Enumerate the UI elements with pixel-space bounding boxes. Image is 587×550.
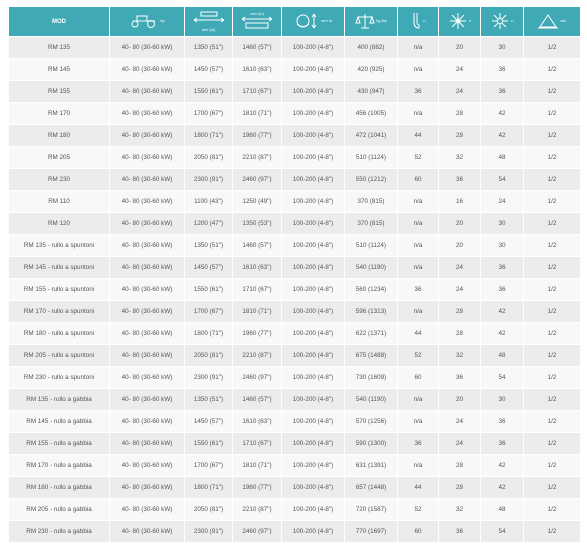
cell-total-length: 1710 (67") [233, 81, 281, 102]
cell-weight: 675 (1488) [345, 345, 397, 366]
cell-working-depth: 100-200 (4-8") [282, 235, 344, 256]
cell-power: 40- 80 (30-60 kW) [110, 521, 184, 542]
cell-working-depth: 100-200 (4-8") [282, 301, 344, 322]
cell-total-length: 1960 (77") [233, 477, 281, 498]
cell-total-length: 1960 (77") [233, 323, 281, 344]
table-row [9, 169, 580, 190]
cell-spikes: 36 [398, 81, 438, 102]
cell-hitch-category: 1/2 [524, 345, 580, 366]
cell-working-width: 1700 (67") [185, 301, 232, 322]
cell-model: RM 230 - rullo a gabbia [9, 521, 109, 542]
cell-weight: 770 (1697) [345, 521, 397, 542]
cell-hitch-category: 1/2 [524, 323, 580, 344]
cell-working-depth: 100-200 (4-8") [282, 279, 344, 300]
hitch-icon [537, 13, 559, 29]
scale-icon [355, 13, 375, 29]
cell-total-blades: 42 [481, 455, 523, 476]
cell-rotor-blades: 20 [439, 235, 480, 256]
cell-hitch-category: 1/2 [524, 279, 580, 300]
cell-total-blades: 48 [481, 345, 523, 366]
cell-spikes: n/a [398, 235, 438, 256]
spec-table-container [8, 6, 579, 543]
header-working-width-unit: mm (in) [201, 27, 216, 32]
cell-power: 40- 80 (30-60 kW) [110, 37, 184, 58]
cell-total-blades: 42 [481, 323, 523, 344]
cell-spikes: 36 [398, 279, 438, 300]
cell-rotor-blades: 24 [439, 433, 480, 454]
table-row [9, 323, 580, 344]
cell-model: RM 180 [9, 125, 109, 146]
cell-model: RM 170 [9, 103, 109, 124]
cell-working-width: 2300 (91") [185, 169, 232, 190]
cell-working-depth: 100-200 (4-8") [282, 37, 344, 58]
table-row [9, 301, 580, 322]
cell-total-blades: 36 [481, 257, 523, 278]
cell-weight: 370 (815) [345, 213, 397, 234]
table-row [9, 499, 580, 520]
cell-rotor-blades: 16 [439, 191, 480, 212]
table-row [9, 213, 580, 234]
cell-working-width: 1800 (71") [185, 477, 232, 498]
cell-total-length: 1610 (63") [233, 257, 281, 278]
cell-spikes: 52 [398, 345, 438, 366]
cell-model: RM 205 - rullo a spuntoni [9, 345, 109, 366]
cell-working-width: 2050 (81") [185, 345, 232, 366]
cell-hitch-category: 1/2 [524, 411, 580, 432]
depth-icon [294, 12, 320, 30]
cell-working-width: 1100 (43") [185, 191, 232, 212]
cell-working-width: 1350 (51") [185, 389, 232, 410]
cell-model: RM 155 - rullo a spuntoni [9, 279, 109, 300]
header-power-unit: hp [160, 18, 165, 23]
cell-hitch-category: 1/2 [524, 521, 580, 542]
cell-weight: 570 (1256) [345, 411, 397, 432]
cell-working-depth: 100-200 (4-8") [282, 367, 344, 388]
cell-total-blades: 36 [481, 433, 523, 454]
header-model [9, 7, 109, 36]
cell-rotor-blades: 36 [439, 169, 480, 190]
cell-power: 40- 80 (30-60 kW) [110, 279, 184, 300]
header-working-width [185, 7, 232, 36]
table-row [9, 477, 580, 498]
cell-power: 40- 80 (30-60 kW) [110, 323, 184, 344]
cell-spikes: n/a [398, 411, 438, 432]
table-row [9, 147, 580, 168]
header-rotor-blades-unit: n [468, 18, 472, 23]
cell-working-depth: 100-200 (4-8") [282, 521, 344, 542]
cell-model: RM 135 - rullo a spuntoni [9, 235, 109, 256]
cell-weight: 456 (1005) [345, 103, 397, 124]
cell-weight: 730 (1609) [345, 367, 397, 388]
cell-working-depth: 100-200 (4-8") [282, 81, 344, 102]
cell-hitch-category: 1/2 [524, 235, 580, 256]
cell-total-length: 1460 (57") [233, 389, 281, 410]
cell-spikes: 44 [398, 125, 438, 146]
cell-spikes: n/a [398, 257, 438, 278]
cell-rotor-blades: 24 [439, 257, 480, 278]
cell-total-blades: 48 [481, 499, 523, 520]
cell-hitch-category: 1/2 [524, 257, 580, 278]
table-row [9, 103, 580, 124]
cell-working-width: 1550 (61") [185, 81, 232, 102]
cell-spikes: 52 [398, 499, 438, 520]
cell-total-blades: 30 [481, 389, 523, 410]
cell-spikes: 60 [398, 169, 438, 190]
spec-table [8, 6, 581, 543]
header-weight-unit: kg lbs [376, 18, 387, 23]
cell-total-blades: 54 [481, 169, 523, 190]
cell-spikes: 36 [398, 433, 438, 454]
cell-rotor-blades: 28 [439, 455, 480, 476]
cell-spikes: n/a [398, 455, 438, 476]
cell-power: 40- 80 (30-60 kW) [110, 147, 184, 168]
cell-working-depth: 100-200 (4-8") [282, 389, 344, 410]
table-row [9, 345, 580, 366]
cell-working-width: 1800 (71") [185, 125, 232, 146]
cell-power: 40- 80 (30-60 kW) [110, 389, 184, 410]
cell-rotor-blades: 32 [439, 499, 480, 520]
cell-hitch-category: 1/2 [524, 103, 580, 124]
cell-total-blades: 48 [481, 147, 523, 168]
cell-weight: 540 (1190) [345, 257, 397, 278]
cell-hitch-category: 1/2 [524, 59, 580, 80]
cell-total-length: 1460 (57") [233, 37, 281, 58]
cell-power: 40- 80 (30-60 kW) [110, 235, 184, 256]
cell-working-depth: 100-200 (4-8") [282, 125, 344, 146]
cell-total-length: 1810 (71") [233, 103, 281, 124]
cell-model: RM 155 [9, 81, 109, 102]
cell-power: 40- 80 (30-60 kW) [110, 81, 184, 102]
header-spikes-unit: n [423, 18, 426, 23]
cell-rotor-blades: 36 [439, 367, 480, 388]
cell-weight: 510 (1124) [345, 147, 397, 168]
cell-total-blades: 54 [481, 367, 523, 388]
cell-weight: 400 (882) [345, 37, 397, 58]
cell-working-width: 2300 (91") [185, 521, 232, 542]
cell-rotor-blades: 28 [439, 477, 480, 498]
cell-working-width: 1700 (67") [185, 455, 232, 476]
cell-working-depth: 100-200 (4-8") [282, 191, 344, 212]
header-spikes [398, 7, 438, 36]
cell-working-width: 1350 (51") [185, 235, 232, 256]
cell-rotor-blades: 28 [439, 323, 480, 344]
table-row [9, 389, 580, 410]
cell-working-width: 1450 (57") [185, 411, 232, 432]
cell-model: RM 180 - rullo a spuntoni [9, 323, 109, 344]
cell-weight: 370 (815) [345, 191, 397, 212]
cell-power: 40- 80 (30-60 kW) [110, 301, 184, 322]
cell-hitch-category: 1/2 [524, 389, 580, 410]
hoe-blade-icon [410, 12, 422, 30]
cell-model: RM 230 [9, 169, 109, 190]
table-row [9, 125, 580, 146]
cell-weight: 622 (1371) [345, 323, 397, 344]
cell-rotor-blades: 24 [439, 411, 480, 432]
cell-spikes: 52 [398, 147, 438, 168]
table-row [9, 455, 580, 476]
cell-hitch-category: 1/2 [524, 191, 580, 212]
cell-spikes: n/a [398, 37, 438, 58]
cell-spikes: n/a [398, 103, 438, 124]
cell-total-length: 2210 (87") [233, 345, 281, 366]
cell-rotor-blades: 36 [439, 521, 480, 542]
cell-working-width: 1550 (61") [185, 433, 232, 454]
cell-power: 40- 80 (30-60 kW) [110, 411, 184, 432]
cell-working-depth: 100-200 (4-8") [282, 477, 344, 498]
header-total-blades [481, 7, 523, 36]
cell-total-length: 1250 (49") [233, 191, 281, 212]
cell-power: 40- 80 (30-60 kW) [110, 125, 184, 146]
cell-total-blades: 36 [481, 411, 523, 432]
header-hitch-category [524, 7, 580, 36]
cell-hitch-category: 1/2 [524, 433, 580, 454]
cell-total-length: 1610 (63") [233, 59, 281, 80]
cell-working-depth: 100-200 (4-8") [282, 499, 344, 520]
cell-weight: 510 (1124) [345, 235, 397, 256]
blade-star-icon [490, 12, 510, 30]
cell-power: 40- 80 (30-60 kW) [110, 367, 184, 388]
cell-power: 40- 80 (30-60 kW) [110, 433, 184, 454]
header-hitch-category-unit: cat. [560, 18, 567, 23]
cell-weight: 550 (1212) [345, 169, 397, 190]
cell-total-length: 2460 (97") [233, 521, 281, 542]
cell-working-width: 1550 (61") [185, 279, 232, 300]
cell-rotor-blades: 24 [439, 59, 480, 80]
cell-hitch-category: 1/2 [524, 169, 580, 190]
cell-hitch-category: 1/2 [524, 499, 580, 520]
cell-total-length: 1350 (53") [233, 213, 281, 234]
cell-total-length: 1710 (67") [233, 433, 281, 454]
cell-weight: 472 (1041) [345, 125, 397, 146]
table-row [9, 521, 580, 542]
cell-model: RM 205 - rullo a gabbia [9, 499, 109, 520]
cell-weight: 430 (947) [345, 81, 397, 102]
cell-working-width: 1800 (71") [185, 323, 232, 344]
table-row [9, 59, 580, 80]
cell-spikes: 44 [398, 477, 438, 498]
cell-power: 40- 80 (30-60 kW) [110, 499, 184, 520]
header-working-depth [282, 7, 344, 36]
header-model-label: MOD [52, 18, 66, 25]
cell-hitch-category: 1/2 [524, 125, 580, 146]
header-total-length [233, 7, 281, 36]
cell-total-blades: 42 [481, 477, 523, 498]
cell-model: RM 145 - rullo a gabbia [9, 411, 109, 432]
cell-working-depth: 100-200 (4-8") [282, 455, 344, 476]
table-row [9, 279, 580, 300]
rotor-icon [448, 12, 468, 30]
cell-spikes: n/a [398, 301, 438, 322]
cell-hitch-category: 1/2 [524, 147, 580, 168]
cell-model: RM 230 - rullo a spuntoni [9, 367, 109, 388]
cell-power: 40- 80 (30-60 kW) [110, 477, 184, 498]
cell-total-length: 1810 (71") [233, 455, 281, 476]
cell-rotor-blades: 32 [439, 147, 480, 168]
cell-hitch-category: 1/2 [524, 37, 580, 58]
cell-power: 40- 80 (30-60 kW) [110, 59, 184, 80]
cell-working-width: 1450 (57") [185, 257, 232, 278]
width-icon [192, 11, 226, 25]
table-row [9, 433, 580, 454]
cell-power: 40- 80 (30-60 kW) [110, 455, 184, 476]
cell-working-depth: 100-200 (4-8") [282, 169, 344, 190]
cell-working-depth: 100-200 (4-8") [282, 433, 344, 454]
cell-spikes: n/a [398, 191, 438, 212]
cell-hitch-category: 1/2 [524, 455, 580, 476]
table-row [9, 37, 580, 58]
cell-working-depth: 100-200 (4-8") [282, 323, 344, 344]
cell-total-length: 1810 (71") [233, 301, 281, 322]
cell-weight: 540 (1190) [345, 389, 397, 410]
header-total-blades-unit: n [511, 18, 514, 23]
cell-model: RM 135 [9, 37, 109, 58]
cell-rotor-blades: 24 [439, 81, 480, 102]
header-working-depth-unit: mm in [321, 18, 332, 23]
cell-spikes: n/a [398, 59, 438, 80]
cell-hitch-category: 1/2 [524, 367, 580, 388]
cell-rotor-blades: 20 [439, 37, 480, 58]
cell-total-blades: 30 [481, 235, 523, 256]
cell-total-blades: 24 [481, 191, 523, 212]
cell-hitch-category: 1/2 [524, 81, 580, 102]
cell-working-width: 2300 (91") [185, 367, 232, 388]
cell-rotor-blades: 28 [439, 301, 480, 322]
cell-total-blades: 36 [481, 81, 523, 102]
cell-total-blades: 36 [481, 59, 523, 80]
table-header-row [9, 7, 580, 36]
cell-total-blades: 42 [481, 301, 523, 322]
cell-hitch-category: 1/2 [524, 213, 580, 234]
table-row [9, 235, 580, 256]
table-row [9, 411, 580, 432]
cell-model: RM 170 - rullo a spuntoni [9, 301, 109, 322]
cell-total-blades: 30 [481, 37, 523, 58]
cell-rotor-blades: 28 [439, 103, 480, 124]
cell-rotor-blades: 32 [439, 345, 480, 366]
cell-weight: 420 (925) [345, 59, 397, 80]
cell-power: 40- 80 (30-60 kW) [110, 191, 184, 212]
cell-spikes: 60 [398, 367, 438, 388]
table-row [9, 367, 580, 388]
cell-model: RM 120 [9, 213, 109, 234]
cell-hitch-category: 1/2 [524, 301, 580, 322]
cell-power: 40- 80 (30-60 kW) [110, 257, 184, 278]
tractor-icon [129, 14, 159, 28]
cell-total-blades: 42 [481, 103, 523, 124]
cell-total-length: 2210 (87") [233, 499, 281, 520]
cell-total-length: 2460 (97") [233, 169, 281, 190]
cell-model: RM 145 - rullo a spuntoni [9, 257, 109, 278]
table-row [9, 191, 580, 212]
table-row [9, 257, 580, 278]
cell-model: RM 170 - rullo a gabbia [9, 455, 109, 476]
cell-working-depth: 100-200 (4-8") [282, 345, 344, 366]
cell-working-depth: 100-200 (4-8") [282, 147, 344, 168]
cell-rotor-blades: 28 [439, 125, 480, 146]
cell-weight: 590 (1300) [345, 433, 397, 454]
cell-working-width: 1350 (51") [185, 37, 232, 58]
cell-model: RM 145 [9, 59, 109, 80]
cell-spikes: 44 [398, 323, 438, 344]
header-total-length-unit: mm (in) [250, 11, 264, 16]
cell-total-length: 1460 (57") [233, 235, 281, 256]
cell-working-width: 1450 (57") [185, 59, 232, 80]
cell-working-depth: 100-200 (4-8") [282, 103, 344, 124]
cell-rotor-blades: 20 [439, 213, 480, 234]
cell-working-depth: 100-200 (4-8") [282, 411, 344, 432]
cell-weight: 720 (1587) [345, 499, 397, 520]
table-body [9, 37, 580, 542]
cell-spikes: n/a [398, 389, 438, 410]
header-weight [345, 7, 397, 36]
table-row [9, 81, 580, 102]
cell-working-width: 2050 (81") [185, 147, 232, 168]
cell-total-blades: 54 [481, 521, 523, 542]
cell-power: 40- 80 (30-60 kW) [110, 213, 184, 234]
cell-working-depth: 100-200 (4-8") [282, 59, 344, 80]
cell-working-width: 1700 (67") [185, 103, 232, 124]
cell-total-length: 2460 (97") [233, 367, 281, 388]
cell-weight: 631 (1391) [345, 455, 397, 476]
cell-hitch-category: 1/2 [524, 477, 580, 498]
cell-total-length: 2210 (87") [233, 147, 281, 168]
cell-model: RM 155 - rullo a gabbia [9, 433, 109, 454]
cell-model: RM 205 [9, 147, 109, 168]
cell-total-length: 1710 (67") [233, 279, 281, 300]
cell-working-depth: 100-200 (4-8") [282, 213, 344, 234]
cell-power: 40- 80 (30-60 kW) [110, 103, 184, 124]
cell-spikes: n/a [398, 213, 438, 234]
cell-total-length: 1610 (63") [233, 411, 281, 432]
cell-model: RM 180 - rullo a gabbia [9, 477, 109, 498]
header-power [110, 7, 184, 36]
cell-spikes: 60 [398, 521, 438, 542]
cell-working-width: 1200 (47") [185, 213, 232, 234]
cell-rotor-blades: 20 [439, 389, 480, 410]
cell-total-blades: 30 [481, 213, 523, 234]
cell-weight: 560 (1234) [345, 279, 397, 300]
header-rotor-blades [439, 7, 480, 36]
cell-weight: 596 (1313) [345, 301, 397, 322]
cell-model: RM 135 - rullo a gabbia [9, 389, 109, 410]
cell-total-blades: 36 [481, 279, 523, 300]
cell-weight: 657 (1448) [345, 477, 397, 498]
cell-working-depth: 100-200 (4-8") [282, 257, 344, 278]
length-icon [240, 16, 274, 30]
cell-working-width: 2050 (81") [185, 499, 232, 520]
cell-model: RM 110 [9, 191, 109, 212]
cell-total-blades: 42 [481, 125, 523, 146]
cell-power: 40- 80 (30-60 kW) [110, 345, 184, 366]
cell-total-length: 1960 (77") [233, 125, 281, 146]
cell-rotor-blades: 24 [439, 279, 480, 300]
cell-power: 40- 80 (30-60 kW) [110, 169, 184, 190]
